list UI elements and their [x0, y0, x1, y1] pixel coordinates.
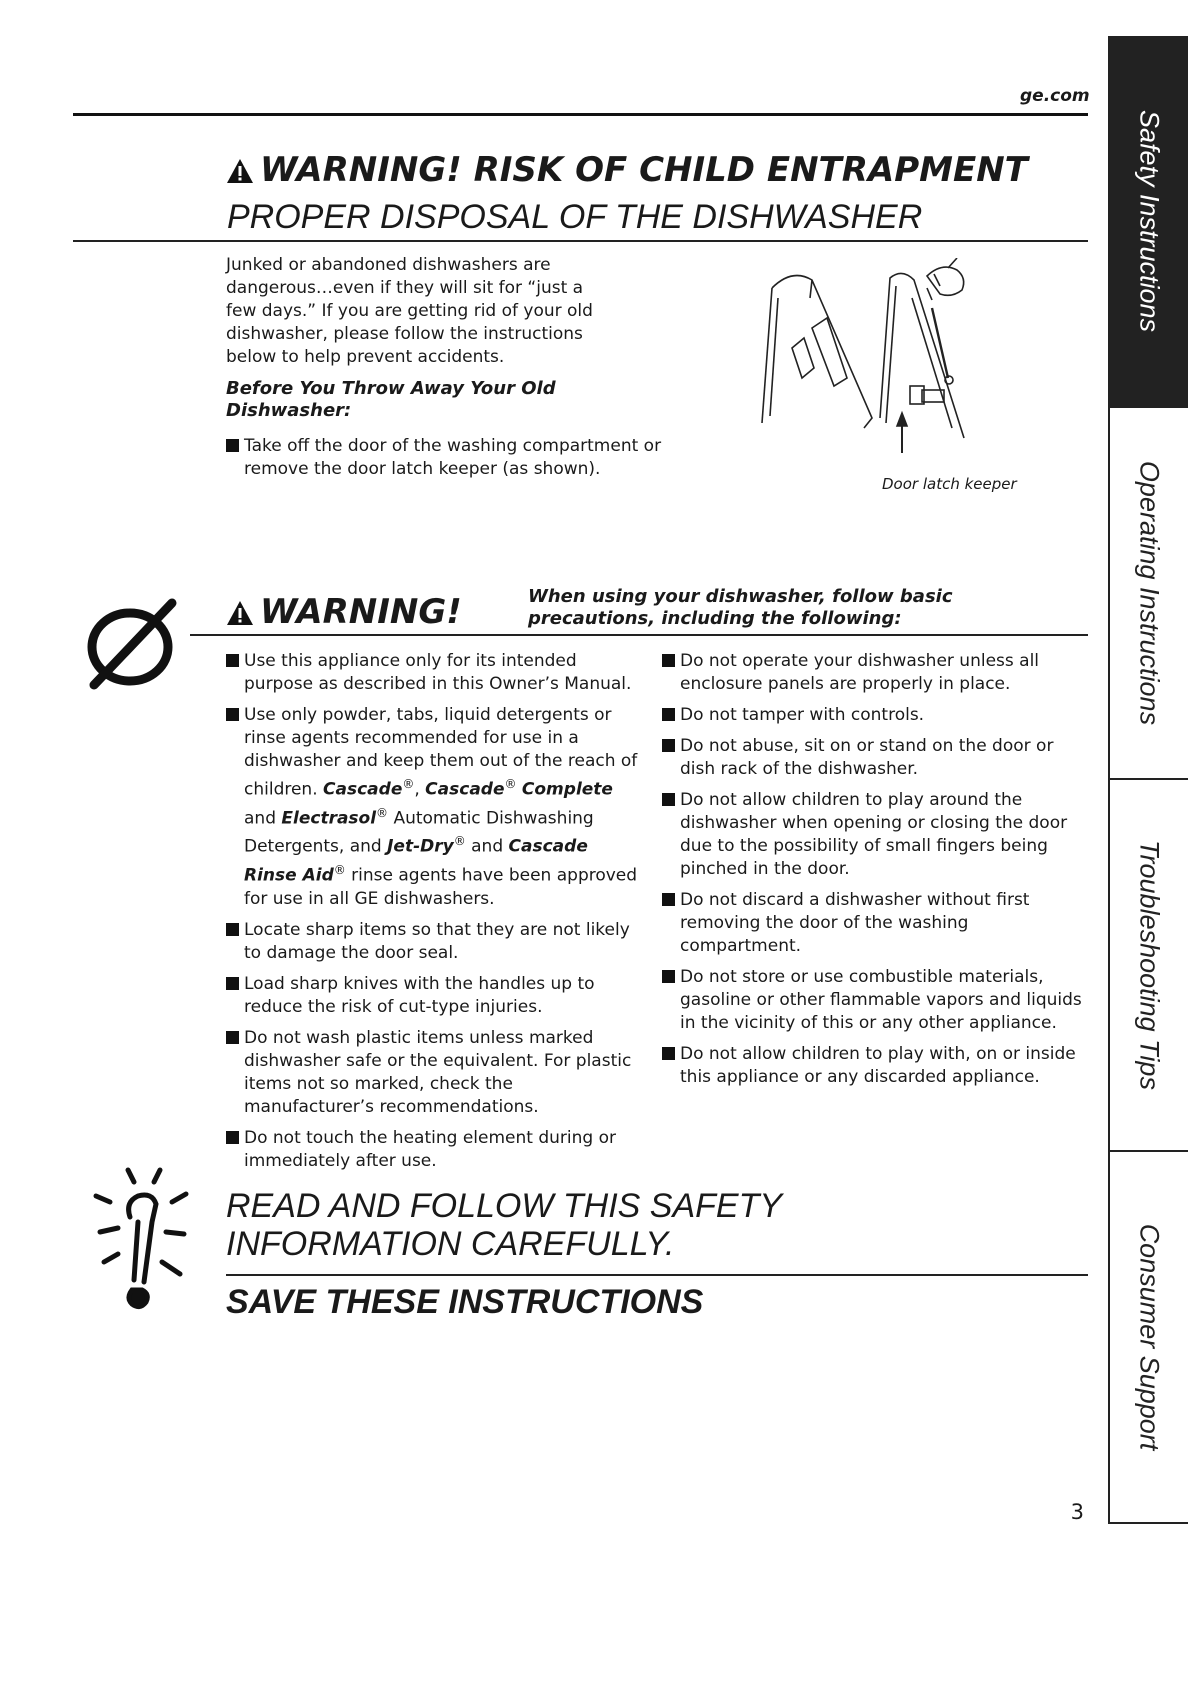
- list-item: [226, 919, 646, 965]
- warning-title-text: WARNING!: [260, 592, 462, 632]
- tab-safety-instructions[interactable]: [1108, 36, 1188, 408]
- before-throw-away-heading: Before You Throw Away Your Old Dishwasher:: [226, 378, 556, 421]
- detergent-text-3: Automatic Dishwashing Detergents, and: [244, 808, 594, 857]
- list-item-text: Do not operate your dishwasher unless all enclosure panels are properly in place.: [680, 651, 1040, 694]
- precaution-note: When using your dishwasher, follow basic precautions, including the following:: [528, 586, 953, 629]
- disposal-bullet: [226, 435, 664, 481]
- disposal-intro: Junked or abandoned dishwashers are dangerous…even if they will sit for “just a few days.” If you are getting rid of your old dishwasher, please follow the instructions below to help prevent accidents.: [226, 255, 593, 367]
- bullet-square-icon: [226, 977, 239, 990]
- registered-mark: ®: [376, 805, 389, 820]
- warning-triangle-icon: [226, 153, 254, 193]
- list-item-text: Locate sharp items so that they are not likely to damage the door seal.: [244, 919, 630, 963]
- warning-triangle-icon: [226, 595, 254, 635]
- tab-consumer-support[interactable]: [1108, 1152, 1188, 1524]
- bullet-square-icon: [226, 708, 239, 721]
- bullet-square-icon: [226, 439, 239, 452]
- entrapment-warning-title: [226, 150, 1028, 193]
- tab-label: Consumer Support: [1134, 1223, 1165, 1451]
- list-item: [226, 1127, 646, 1173]
- bullet-square-icon: [662, 739, 675, 752]
- list-item: [662, 966, 1092, 1035]
- brand-jet-dry: Jet-Dry: [387, 836, 454, 857]
- bullet-square-icon: [226, 654, 239, 667]
- save-instructions-heading: SAVE THESE INSTRUCTIONS: [226, 1283, 704, 1321]
- bullet-square-icon: [226, 1031, 239, 1044]
- entrapment-title-text: WARNING! RISK OF CHILD ENTRAPMENT: [260, 150, 1028, 190]
- registered-mark: ®: [453, 834, 466, 849]
- tab-label: Troubleshooting Tips: [1134, 840, 1165, 1090]
- disposal-bullet-text: Take off the door of the washing compartment or remove the door latch keeper (as shown).: [244, 436, 662, 479]
- list-item: [662, 650, 1092, 696]
- detergent-text-2: and: [244, 808, 276, 829]
- list-item: [662, 1043, 1092, 1089]
- bullet-square-icon: [662, 970, 675, 983]
- list-item: [226, 1027, 646, 1119]
- detergent-list-item: Use only powder, tabs, liquid detergents or rinse agents recommended for use in a dishwasher and keep them out of the reach of children. Cascade®, Cascade® Complete and Electrasol® Automatic Dishwashing Detergents, and Jet-Dry® and Cascade Rinse Aid® rinse agents have been approved for use in all GE dishwashers.: [226, 704, 646, 911]
- bullet-square-icon: [226, 1131, 239, 1144]
- list-item-text: Do not wash plastic items unless marked dishwasher safe or the equivalent. For plastic items not so marked, check the manufacturer’s recommendations.: [244, 1027, 632, 1117]
- read-safety-heading: READ AND FOLLOW THIS SAFETY INFORMATION CAREFULLY.: [226, 1187, 782, 1263]
- prohibition-icon: [80, 593, 180, 697]
- detergent-text-4: and: [471, 836, 504, 857]
- left-precaution-list: [226, 650, 646, 1181]
- list-item-text: Do not allow children to play around the dishwasher when opening or closing the door due to the possibility of small fingers being pinched in the door.: [680, 790, 1068, 879]
- list-item-text: Do not tamper with controls.: [680, 705, 925, 725]
- list-item-text: Load sharp knives with the handles up to reduce the risk of cut-type injuries.: [244, 973, 595, 1017]
- bullet-square-icon: [662, 793, 675, 806]
- list-item: [662, 889, 1092, 958]
- tab-operating-instructions[interactable]: [1108, 408, 1188, 780]
- registered-mark: ®: [333, 862, 346, 877]
- list-item: [226, 650, 646, 696]
- right-precaution-list: [662, 650, 1092, 1097]
- list-item-text: Do not abuse, sit on or stand on the door or dish rack of the dishwasher.: [680, 736, 1054, 779]
- list-item: [662, 704, 1092, 727]
- brand-cascade: Cascade: [323, 779, 403, 800]
- list-item-text: Use this appliance only for its intended purpose as described in this Owner’s Manual.: [244, 651, 632, 694]
- list-item: [662, 789, 1092, 881]
- registered-mark: ®: [402, 777, 415, 791]
- list-item: [662, 735, 1092, 781]
- general-warning-title: [226, 592, 462, 635]
- detergent-text-1: Use only powder, tabs, liquid detergents or rinse agents recommended for use in a dishwasher and keep them out of the reach of children.: [244, 705, 638, 800]
- bullet-square-icon: [662, 654, 675, 667]
- tab-troubleshooting-tips[interactable]: [1108, 780, 1188, 1152]
- site-url: ge.com: [1020, 86, 1090, 106]
- bullet-square-icon: [662, 893, 675, 906]
- brand-cascade-complete-b: Complete: [521, 779, 613, 800]
- brand-cascade-rinse-aid: Cascade Rinse Aid: [244, 836, 588, 886]
- tab-label: Operating Instructions: [1134, 460, 1165, 726]
- brand-electrasol: Electrasol: [281, 808, 377, 829]
- list-item-text: Do not allow children to play with, on or inside this appliance or any discarded appliance.: [680, 1044, 1076, 1087]
- list-item-text: Do not touch the heating element during or immediately after use.: [244, 1127, 616, 1171]
- section-tabs: [1108, 36, 1191, 1536]
- top-divider: [73, 113, 1088, 116]
- list-item-text: Do not discard a dishwasher without first removing the door of the washing compartment.: [680, 890, 1030, 956]
- list-item: [226, 973, 646, 1019]
- bullet-square-icon: [662, 1047, 675, 1060]
- page-number: 3: [1070, 1500, 1084, 1524]
- door-latch-keeper-caption: Door latch keeper: [882, 475, 1017, 493]
- disposal-subtitle: PROPER DISPOSAL OF THE DISHWASHER: [227, 198, 923, 236]
- footer-divider: [226, 1274, 1088, 1276]
- registered-mark: ®: [504, 777, 517, 791]
- tab-label: Safety Instructions: [1134, 109, 1165, 333]
- list-item-text: Do not store or use combustible materials, gasoline or other flammable vapors and liquids in the vicinity of this or any other appliance.: [680, 967, 1082, 1033]
- lightbulb-icon: [90, 1162, 210, 1336]
- bullet-square-icon: [226, 923, 239, 936]
- detergent-text-5: rinse agents have been approved for use in all GE dishwashers.: [244, 865, 638, 909]
- dishwasher-door-illustration: [752, 258, 1012, 462]
- bullet-square-icon: [662, 708, 675, 721]
- section1-divider: [73, 240, 1088, 242]
- brand-cascade-complete-a: Cascade: [425, 779, 505, 800]
- section2-divider: [190, 634, 1088, 636]
